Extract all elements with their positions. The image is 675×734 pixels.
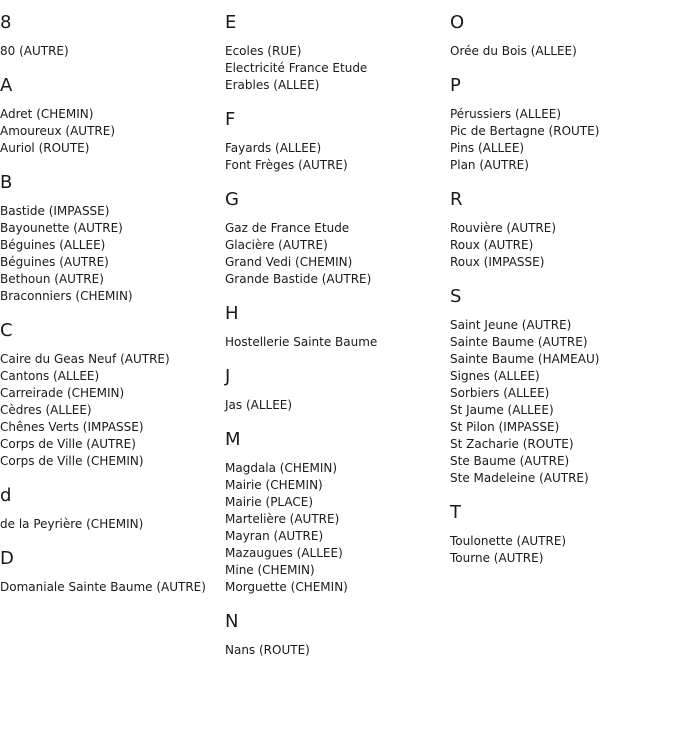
street-link[interactable]: Carreirade (CHEMIN) [0, 386, 125, 400]
street-link[interactable]: Font Frèges (AUTRE) [225, 158, 348, 172]
index-column-3 [450, 12, 672, 582]
street-link[interactable]: St Jaume (ALLEE) [450, 403, 554, 417]
street-list [225, 334, 447, 351]
street-list [0, 43, 222, 60]
letter-group [225, 109, 447, 174]
street-link[interactable]: Sainte Baume (HAMEAU) [450, 352, 600, 366]
letter-heading: T [450, 502, 461, 523]
street-link[interactable]: St Zacharie (ROUTE) [450, 437, 574, 451]
street-link[interactable]: Mairie (CHEMIN) [225, 478, 323, 492]
street-link[interactable]: Mairie (PLACE) [225, 495, 314, 509]
street-link[interactable]: Roux (IMPASSE) [450, 255, 545, 269]
letter-heading: M [225, 429, 241, 450]
street-list [0, 351, 222, 470]
street-list [0, 106, 222, 157]
street-link[interactable]: Martelière (AUTRE) [225, 512, 340, 526]
letter-group [450, 75, 672, 174]
letter-group [450, 502, 672, 567]
street-link[interactable]: Morguette (CHEMIN) [225, 580, 348, 594]
street-list [450, 106, 672, 174]
street-link[interactable]: Bayounette (AUTRE) [0, 221, 123, 235]
street-list [0, 203, 222, 305]
letter-group [450, 189, 672, 271]
street-list [450, 533, 672, 567]
letter-heading: C [0, 320, 13, 341]
street-link[interactable]: Adret (CHEMIN) [0, 107, 94, 121]
street-link[interactable]: Cèdres (ALLEE) [0, 403, 92, 417]
street-link[interactable]: Rouvière (AUTRE) [450, 221, 557, 235]
street-link[interactable]: Orée du Bois (ALLEE) [450, 44, 577, 58]
street-list [225, 140, 447, 174]
street-link[interactable]: Mazaugues (ALLEE) [225, 546, 343, 560]
street-link[interactable]: Bastide (IMPASSE) [0, 204, 110, 218]
index-column-1 [0, 12, 222, 611]
street-list [450, 220, 672, 271]
letter-group [225, 303, 447, 351]
letter-heading: d [0, 485, 12, 506]
street-link[interactable]: Béguines (ALLEE) [0, 238, 106, 252]
letter-heading: E [225, 12, 237, 33]
letter-group [225, 611, 447, 659]
street-list [225, 43, 447, 94]
street-link[interactable]: Corps de Ville (AUTRE) [0, 437, 136, 451]
street-link[interactable]: Jas (ALLEE) [225, 398, 293, 412]
street-link[interactable]: Grande Bastide (AUTRE) [225, 272, 372, 286]
street-list [225, 220, 447, 288]
street-link[interactable]: Roux (AUTRE) [450, 238, 534, 252]
street-list [225, 642, 447, 659]
street-list [0, 516, 222, 533]
street-link[interactable]: Caire du Geas Neuf (AUTRE) [0, 352, 170, 366]
letter-heading: J [225, 366, 231, 387]
letter-heading: F [225, 109, 236, 130]
street-link[interactable]: St Pilon (IMPASSE) [450, 420, 560, 434]
letter-heading: R [450, 189, 463, 210]
street-link[interactable]: Pérussiers (ALLEE) [450, 107, 562, 121]
street-link[interactable]: Béguines (AUTRE) [0, 255, 109, 269]
street-link[interactable]: Pins (ALLEE) [450, 141, 525, 155]
letter-heading: O [450, 12, 465, 33]
letter-group [225, 429, 447, 596]
street-link[interactable]: Mayran (AUTRE) [225, 529, 324, 543]
letter-heading: P [450, 75, 461, 96]
street-link[interactable]: Gaz de France Etude [225, 221, 350, 235]
street-list [225, 397, 447, 414]
street-link[interactable]: Glacière (AUTRE) [225, 238, 328, 252]
letter-heading: G [225, 189, 239, 210]
street-link[interactable]: Hostellerie Sainte Baume [225, 335, 378, 349]
street-link[interactable]: Sorbiers (ALLEE) [450, 386, 550, 400]
street-link[interactable]: Magdala (CHEMIN) [225, 461, 338, 475]
street-link[interactable]: Electricité France Etude [225, 61, 368, 75]
street-link[interactable]: Tourne (AUTRE) [450, 551, 544, 565]
street-link[interactable]: Mine (CHEMIN) [225, 563, 315, 577]
letter-heading: A [0, 75, 13, 96]
street-link[interactable]: Erables (ALLEE) [225, 78, 320, 92]
street-link[interactable]: Auriol (ROUTE) [0, 141, 90, 155]
letter-group [0, 548, 222, 596]
letter-group [0, 172, 222, 305]
letter-group [0, 12, 222, 60]
street-link[interactable]: Ecoles (RUE) [225, 44, 302, 58]
letter-heading: B [0, 172, 13, 193]
street-link[interactable]: Sainte Baume (AUTRE) [450, 335, 588, 349]
street-link[interactable]: 80 (AUTRE) [0, 44, 69, 58]
letter-heading: 8 [0, 12, 12, 33]
letter-group [450, 12, 672, 60]
letter-heading: H [225, 303, 239, 324]
street-link[interactable]: Grand Vedi (CHEMIN) [225, 255, 353, 269]
street-link[interactable]: Fayards (ALLEE) [225, 141, 322, 155]
letter-group [450, 286, 672, 487]
street-list [450, 43, 672, 60]
street-link[interactable]: Cantons (ALLEE) [0, 369, 100, 383]
street-link[interactable]: Bethoun (AUTRE) [0, 272, 104, 286]
street-link[interactable]: Braconniers (CHEMIN) [0, 289, 133, 303]
letter-heading: N [225, 611, 239, 632]
street-link[interactable]: Corps de Ville (CHEMIN) [0, 454, 144, 468]
letter-group [0, 75, 222, 157]
letter-group [0, 320, 222, 470]
street-link[interactable]: Domaniale Sainte Baume (AUTRE) [0, 580, 206, 594]
letter-group [225, 366, 447, 414]
street-link[interactable]: Chênes Verts (IMPASSE) [0, 420, 144, 434]
street-list [0, 579, 222, 596]
index-column-2 [225, 12, 447, 674]
letter-group [0, 485, 222, 533]
street-link[interactable]: de la Peyrière (CHEMIN) [0, 517, 144, 531]
letter-heading: D [0, 548, 14, 569]
street-link[interactable]: Ste Madeleine (AUTRE) [450, 471, 589, 485]
street-link[interactable]: Amoureux (AUTRE) [0, 124, 116, 138]
letter-group [225, 12, 447, 94]
letter-group [225, 189, 447, 288]
street-list [450, 317, 672, 487]
street-link[interactable]: Ste Baume (AUTRE) [450, 454, 570, 468]
street-link[interactable]: Signes (ALLEE) [450, 369, 540, 383]
street-link[interactable]: Nans (ROUTE) [225, 643, 310, 657]
letter-heading: S [450, 286, 462, 307]
street-link[interactable]: Pic de Bertagne (ROUTE) [450, 124, 600, 138]
street-link[interactable]: Plan (AUTRE) [450, 158, 529, 172]
street-list [225, 460, 447, 596]
street-link[interactable]: Toulonette (AUTRE) [450, 534, 567, 548]
street-link[interactable]: Saint Jeune (AUTRE) [450, 318, 572, 332]
